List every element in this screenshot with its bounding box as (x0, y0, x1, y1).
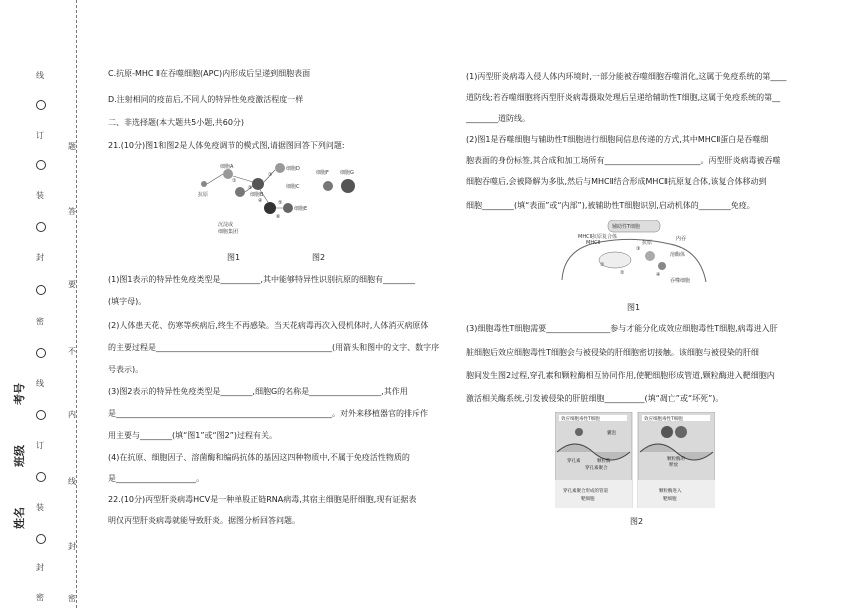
seal-char: 密 (36, 593, 44, 602)
inner-char: 内 (68, 410, 76, 419)
seal-circle (36, 472, 46, 482)
seal-char: 线 (36, 379, 44, 388)
fig1-label-cellB: 细胞B (250, 192, 264, 198)
fig1-label-antigen: 抗原 (198, 192, 209, 198)
antigen-mark (201, 181, 207, 187)
fig1-label-cellD: 细胞D (286, 166, 300, 172)
seal-char: 线 (36, 71, 44, 80)
q22-2-line2: 胞表面的身份标签,其合成和加工场所有________________________。丙型肝炎病毒被吞噬 (466, 156, 781, 165)
field-class: 班级 (13, 445, 26, 467)
fig1-num: ④ (258, 198, 263, 204)
r-fig1-label-th: 辅助性T细胞 (612, 224, 641, 230)
r-fig1-num: ② (620, 270, 625, 276)
q22-2-line1: (2)图1是吞噬细胞与辅助性T细胞进行细胞间信息传递的方式,其中MHCⅡ蛋白是吞噬细 (466, 135, 769, 144)
section-heading: 二、非选择题(本大题共5小题,共60分) (108, 118, 245, 127)
inner-char: 要 (68, 280, 76, 289)
q22-3-line1: (3)细胞毒性T细胞需要________________参与才能分化成效应细胞毒性T细胞,病毒进入肝 (466, 324, 778, 333)
option-c: C.抗原-MHC Ⅱ在吞噬细胞(APC)内形成后呈递到细胞表面 (108, 69, 311, 78)
seal-circle (36, 410, 46, 420)
q21-2-line1: (2)人体患天花、伤寒等疾病后,终生不再感染。当天花病毒再次入侵机体时,人体消灭病原体 (108, 321, 429, 330)
q22-line2: 明仅丙型肝炎病毒就能导致肝炎。据图分析回答问题。 (108, 516, 300, 525)
fig2-label-cellG: 细胞G (340, 170, 354, 176)
fig2-label-cellF: 细胞F (316, 170, 329, 176)
r-fig2-label-target2: 靶细胞 (663, 497, 677, 502)
field-name: 姓名 (13, 507, 26, 529)
q22-fig1-caption: 图1 (627, 303, 641, 312)
inner-char: 答 (68, 207, 76, 216)
fig1-num: ⑥ (276, 214, 281, 220)
r-fig1-num: ③ (636, 246, 641, 252)
inner-char: 密 (68, 594, 76, 603)
r-fig2-label-ctl-right: 效应细胞毒性T细胞 (644, 417, 683, 422)
q22-1-line1: (1)丙型肝炎病毒入侵人体内环境时,一部分能被吞噬细胞吞噬消化,这属于免疫系统的第____ (466, 72, 787, 81)
inner-char: 线 (68, 477, 76, 486)
q21-4-line1: (4)在抗原、细胞因子、溶菌酶和编码抗体的基因这四种物质中,不属于免疫活性物质的 (108, 453, 410, 462)
r-fig2-label-polymer: 穿孔素聚合 (585, 466, 608, 471)
seal-circle (36, 160, 46, 170)
r-fig2-label-ctl-left: 效应细胞毒性T细胞 (561, 417, 600, 422)
seal-circle (36, 100, 46, 110)
inner-char: 不 (68, 347, 76, 356)
q22-fig2-caption: 图2 (630, 517, 644, 526)
q21-stem: 21.(10分)图1和图2是人体免疫调节的模式图,请据图回答下列问题: (108, 141, 345, 150)
q21-3-line3: 用主要与________(填“图1”或“图2”)过程有关。 (108, 431, 277, 440)
q22-figure-1 (560, 220, 710, 290)
seal-char: 封 (36, 563, 44, 572)
r-fig2-label-release2: 释放 (669, 463, 678, 468)
r-fig1-label-mhc: MHCⅡ (586, 240, 601, 246)
q21-1-line1: (1)图1表示的特异性免疫类型是__________,其中能够特异性识别抗原的细胞有________ (108, 275, 415, 284)
q22-line1: 22.(10分)丙型肝炎病毒HCV是一种单股正链RNA病毒,其宿主细胞是肝细胞,现有证据表 (108, 495, 417, 504)
q22-2-line3: 细胞吞噬后,会被降解为多肽,然后与MHCⅡ结合形成MHCⅡ抗原复合体,该复合体移动到 (466, 177, 767, 186)
seal-char: 装 (36, 503, 44, 512)
q21-2-line2: 的主要过程是____________________________________________(用箭头和图中的文字、数字序 (108, 343, 440, 352)
binding-margin (0, 0, 95, 608)
r-fig2-label-vesicle: 囊泡 (607, 431, 616, 436)
binding-dashed-line (76, 0, 77, 608)
fig1-label-cellA: 细胞A (220, 164, 234, 170)
seal-char: 密 (36, 317, 44, 326)
q21-fig1-caption: 图1 (227, 253, 241, 262)
r-fig1-label-endocytosis: 内吞 (676, 236, 687, 242)
q22-3-line4: 激活相关酶系统,引发被侵染的肝脏细胞__________(填“凋亡”或“坏死”)。 (466, 394, 724, 403)
seal-char: 订 (36, 131, 44, 140)
r-fig2-label-channel: 穿孔素聚合形成的管道 (563, 489, 608, 494)
r-fig1-label-phagocyte: 吞噬细胞 (670, 278, 691, 284)
fig1-label-cluster: 细胞集团 (218, 229, 239, 235)
seal-circle (36, 348, 46, 358)
r-fig1-label-antigen: 抗原 (642, 240, 653, 246)
r-fig1-label-complex: MHCⅡ抗原复合体 (578, 234, 618, 240)
seal-circle (36, 222, 46, 232)
r-fig1-label-lysosome: 溶酶体 (670, 252, 686, 258)
q21-1-line2: (填字母)。 (108, 297, 147, 306)
q21-figure-1 (198, 162, 368, 244)
fig1-label-cellC: 细胞C (286, 184, 300, 190)
r-fig1-num: ④ (656, 272, 661, 278)
seal-char: 订 (36, 441, 44, 450)
r-fig1-num: ① (600, 262, 605, 268)
field-exam-number: 考号 (13, 383, 26, 405)
q22-1-line2: 道防线;若吞噬细胞将丙型肝炎病毒摄取处理后呈递给辅助性T细胞,这属于免疫系统的第__ (466, 93, 781, 102)
option-d: D.注射相同的疫苗后,不同人的特异性免疫激活程度一样 (108, 95, 304, 104)
fig1-label-cellE: 细胞E (294, 206, 308, 212)
r-fig2-label-perforin: 穿孔素 (567, 459, 581, 464)
q21-3-line1: (3)图2表示的特异性免疫类型是________,细胞G的名称是__________________,其作用 (108, 387, 408, 396)
r-fig2-label-granzyme: 颗粒酶 (597, 459, 611, 464)
q22-3-line2: 脏细胞后效应细胞毒性T细胞会与被侵染的肝细胞密切接触。该细胞与被侵染的肝细 (466, 348, 759, 357)
seal-circle (36, 534, 46, 544)
fig1-num: ② (248, 185, 253, 191)
q21-4-line2: 是____________________。 (108, 474, 204, 483)
q21-fig2-caption: 图2 (312, 253, 326, 262)
fig1-num: ① (232, 178, 237, 184)
seal-circle (36, 285, 46, 295)
q22-figure-2 (555, 412, 715, 508)
fig1-label-precip: 沉淀或 (218, 222, 234, 228)
inner-char: 封 (68, 542, 76, 551)
q22-2-line4: 细胞________(填“表面”或“内部”),被辅助性T细胞识别,启动机体的________免疫。 (466, 201, 755, 210)
q22-1-line3: ________道防线。 (466, 114, 530, 123)
seal-char: 装 (36, 191, 44, 200)
fig1-num: ③ (268, 172, 273, 178)
r-fig2-label-target: 靶细胞 (581, 497, 595, 502)
r-fig2-label-release1: 颗粒酶的 (667, 457, 685, 462)
r-fig2-label-enter: 颗粒酶进入 (659, 489, 682, 494)
inner-char: 题 (68, 142, 76, 151)
q21-3-line2: 是______________________________________________________。对外来移植器官的排斥作 (108, 409, 428, 418)
q21-2-line3: 号表示)。 (108, 365, 144, 374)
fig1-num: ⑤ (278, 200, 283, 206)
seal-char: 封 (36, 253, 44, 262)
q22-3-line3: 胞间发生图2过程,穿孔素和颗粒酶相互协同作用,使靶细胞形成管道,颗粒酶进入靶细胞内 (466, 371, 775, 380)
